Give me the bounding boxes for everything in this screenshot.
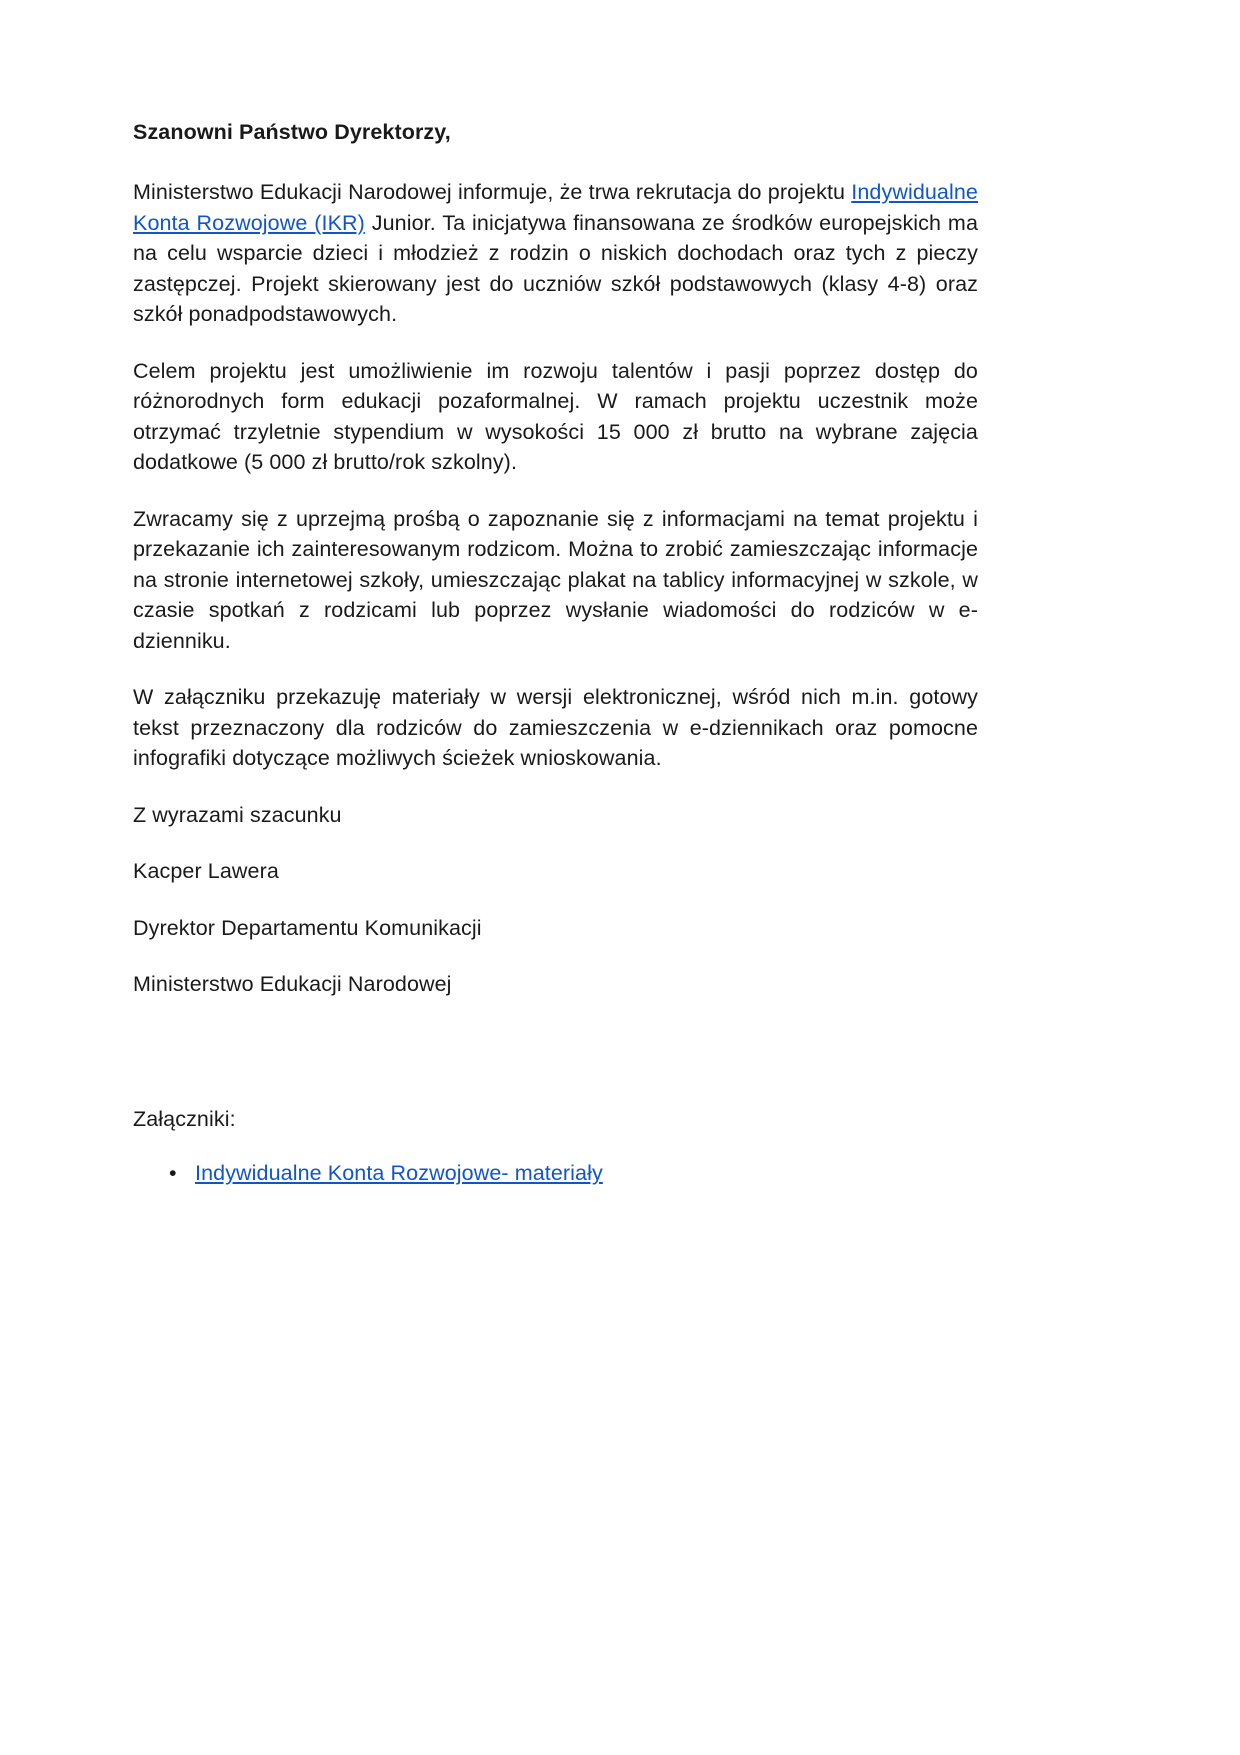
attachments-heading: Załączniki:	[133, 1106, 236, 1131]
bullet-icon: •	[169, 1161, 177, 1186]
signature-attachments-spacer	[133, 1026, 978, 1104]
signature-closing: Z wyrazami szacunku	[133, 802, 342, 827]
signature-organization: Ministerstwo Edukacji Narodowej	[133, 972, 452, 997]
paragraph-goal	[133, 356, 978, 478]
list-item	[169, 1158, 978, 1189]
paragraph-request-text: Zwracamy się z uprzejmą prośbą o zapoznanie się z informacjami na temat projektu i przekazanie ich zainteresowanym rodzicom. Można to zrobić zamieszczając informacje na stronie internetowej szkoły, umieszczając plakat na tablicy informacyjnej w szkole, w czasie spotkań z rodzicami lub poprzez wysłanie wiadomości do rodziców w e-dzienniku.	[133, 506, 978, 653]
attachments-list	[133, 1158, 978, 1189]
signature-name: Kacper Lawera	[133, 859, 279, 884]
paragraph-attachment-note-text: W załączniku przekazuję materiały w wersji elektronicznej, wśród nich m.in. gotowy tekst przeznaczony dla rodziców do zamieszczenia w e-dziennikach oraz pomocne infografiki dotyczące możliwych ścieżek wnioskowania.	[133, 685, 978, 771]
ikr-junior-link[interactable]: Indywidualne Konta Rozwojowe (IKR)	[133, 180, 978, 235]
salutation-heading: Szanowni Państwo Dyrektorzy,	[133, 120, 451, 144]
letter-body	[133, 118, 978, 1189]
paragraph-intro-text-2: Junior. Ta inicjatywa finansowana ze środków europejskich ma na celu wsparcie dzieci i młodzież z rodzin o niskich dochodach oraz tych z pieczy zastępczej. Projekt skierowany jest do uczniów szkół podstawowych (klasy 4-8) oraz szkół ponadpodstawowych.	[133, 210, 978, 327]
paragraph-intro	[133, 177, 978, 330]
paragraph-intro-text-1: Ministerstwo Edukacji Narodowej informuje, że trwa rekrutacja do projektu	[133, 180, 852, 205]
paragraph-request	[133, 504, 978, 657]
signature-position: Dyrektor Departamentu Komunikacji	[133, 915, 482, 940]
paragraph-attachment-note	[133, 682, 978, 774]
paragraph-goal-text: Celem projektu jest umożliwienie im rozwoju talentów i pasji poprzez dostęp do różnorodnych form edukacji pozaformalnej. W ramach projektu uczestnik może otrzymać trzyletnie stypendium w wysokości 15 000 zł brutto na wybrane zajęcia dodatkowe (5 000 zł brutto/rok szkolny).	[133, 358, 978, 475]
attachment-materials-link[interactable]: Indywidualne Konta Rozwojowe- materiały	[195, 1161, 603, 1186]
